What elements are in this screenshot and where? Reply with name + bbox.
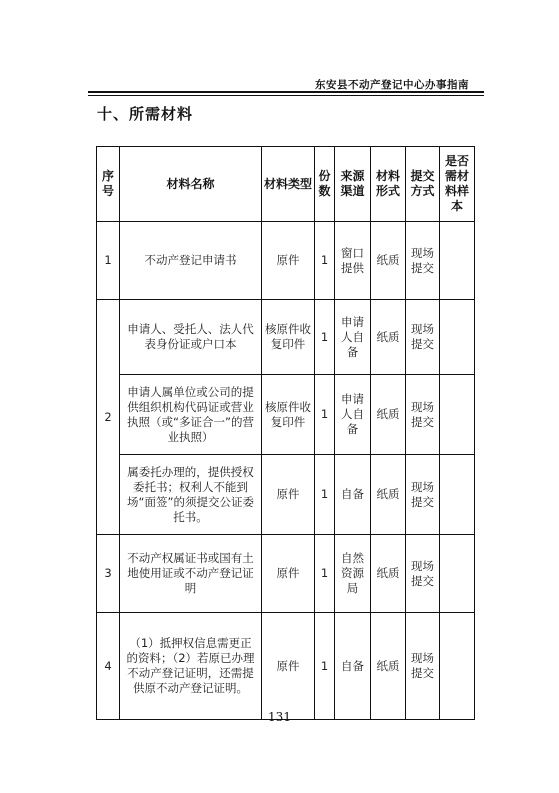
cell-submit-method: 现场提交 xyxy=(406,535,440,613)
header-copies: 份数 xyxy=(315,147,335,222)
table-row xyxy=(97,535,475,613)
cell-form: 纸质 xyxy=(371,455,406,535)
cell-copies: 1 xyxy=(315,613,335,720)
header-form: 材料形式 xyxy=(371,147,406,222)
cell-sample-required xyxy=(440,222,475,300)
header-submit-method: 提交方式 xyxy=(406,147,440,222)
cell-submit-method: 现场提交 xyxy=(406,222,440,300)
cell-index: 4 xyxy=(97,613,120,720)
header-rule-thick xyxy=(88,91,484,93)
cell-copies: 1 xyxy=(315,375,335,455)
cell-copies: 1 xyxy=(315,455,335,535)
cell-index: 3 xyxy=(97,535,120,613)
table-row xyxy=(97,300,475,375)
cell-source: 窗口提供 xyxy=(335,222,371,300)
table-row xyxy=(97,613,475,720)
header-source: 来源渠道 xyxy=(335,147,371,222)
cell-source: 自然资源局 xyxy=(335,535,371,613)
cell-index: 1 xyxy=(97,222,120,300)
cell-source: 自备 xyxy=(335,455,371,535)
cell-material-name: 申请人、受托人、法人代表身份证或户口本 xyxy=(120,300,262,375)
table-row xyxy=(97,455,475,535)
cell-sample-required xyxy=(440,375,475,455)
cell-material-type: 原件 xyxy=(262,455,315,535)
cell-form: 纸质 xyxy=(371,222,406,300)
header-material-type: 材料类型 xyxy=(262,147,315,222)
cell-sample-required xyxy=(440,455,475,535)
cell-material-name: 不动产登记申请书 xyxy=(120,222,262,300)
cell-sample-required xyxy=(440,300,475,375)
cell-material-type: 原件 xyxy=(262,222,315,300)
cell-sample-required xyxy=(440,613,475,720)
cell-index: 2 xyxy=(97,300,120,535)
cell-submit-method: 现场提交 xyxy=(406,375,440,455)
cell-copies: 1 xyxy=(315,535,335,613)
cell-form: 纸质 xyxy=(371,300,406,375)
cell-material-name: （1）抵押权信息需更正的资料；（2）若原已办理不动产登记证明，还需提供原不动产登记证明。 xyxy=(120,613,262,720)
header-material-name: 材料名称 xyxy=(120,147,262,222)
cell-form: 纸质 xyxy=(371,535,406,613)
header-rule-thin xyxy=(88,95,484,96)
table-row xyxy=(97,375,475,455)
cell-source: 申请人自备 xyxy=(335,300,371,375)
cell-copies: 1 xyxy=(315,300,335,375)
materials-table xyxy=(96,146,475,720)
cell-material-type: 核原件收复印件 xyxy=(262,300,315,375)
cell-material-type: 原件 xyxy=(262,613,315,720)
cell-form: 纸质 xyxy=(371,613,406,720)
table-header-row xyxy=(97,147,475,222)
cell-form: 纸质 xyxy=(371,375,406,455)
cell-submit-method: 现场提交 xyxy=(406,613,440,720)
table-row xyxy=(97,222,475,300)
page-number: 131 xyxy=(268,710,291,724)
cell-source: 申请人自备 xyxy=(335,375,371,455)
header-sample-required: 是否需材料样本 xyxy=(440,147,475,222)
cell-copies: 1 xyxy=(315,222,335,300)
cell-material-type: 原件 xyxy=(262,535,315,613)
cell-material-name: 属委托办理的，提供授权委托书；权利人不能到场“面签”的须提交公证委托书。 xyxy=(120,455,262,535)
cell-material-name: 不动产权属证书或国有土地使用证或不动产登记证明 xyxy=(120,535,262,613)
cell-material-name: 申请人属单位或公司的提供组织机构代码证或营业执照（或“多证合一”的营业执照） xyxy=(120,375,262,455)
header-index: 序号 xyxy=(97,147,120,222)
cell-submit-method: 现场提交 xyxy=(406,300,440,375)
cell-material-type: 核原件收复印件 xyxy=(262,375,315,455)
document-header-title: 东安县不动产登记中心办事指南 xyxy=(315,79,469,91)
cell-source: 自备 xyxy=(335,613,371,720)
cell-sample-required xyxy=(440,535,475,613)
cell-submit-method: 现场提交 xyxy=(406,455,440,535)
section-heading: 十、所需材料 xyxy=(97,105,194,123)
